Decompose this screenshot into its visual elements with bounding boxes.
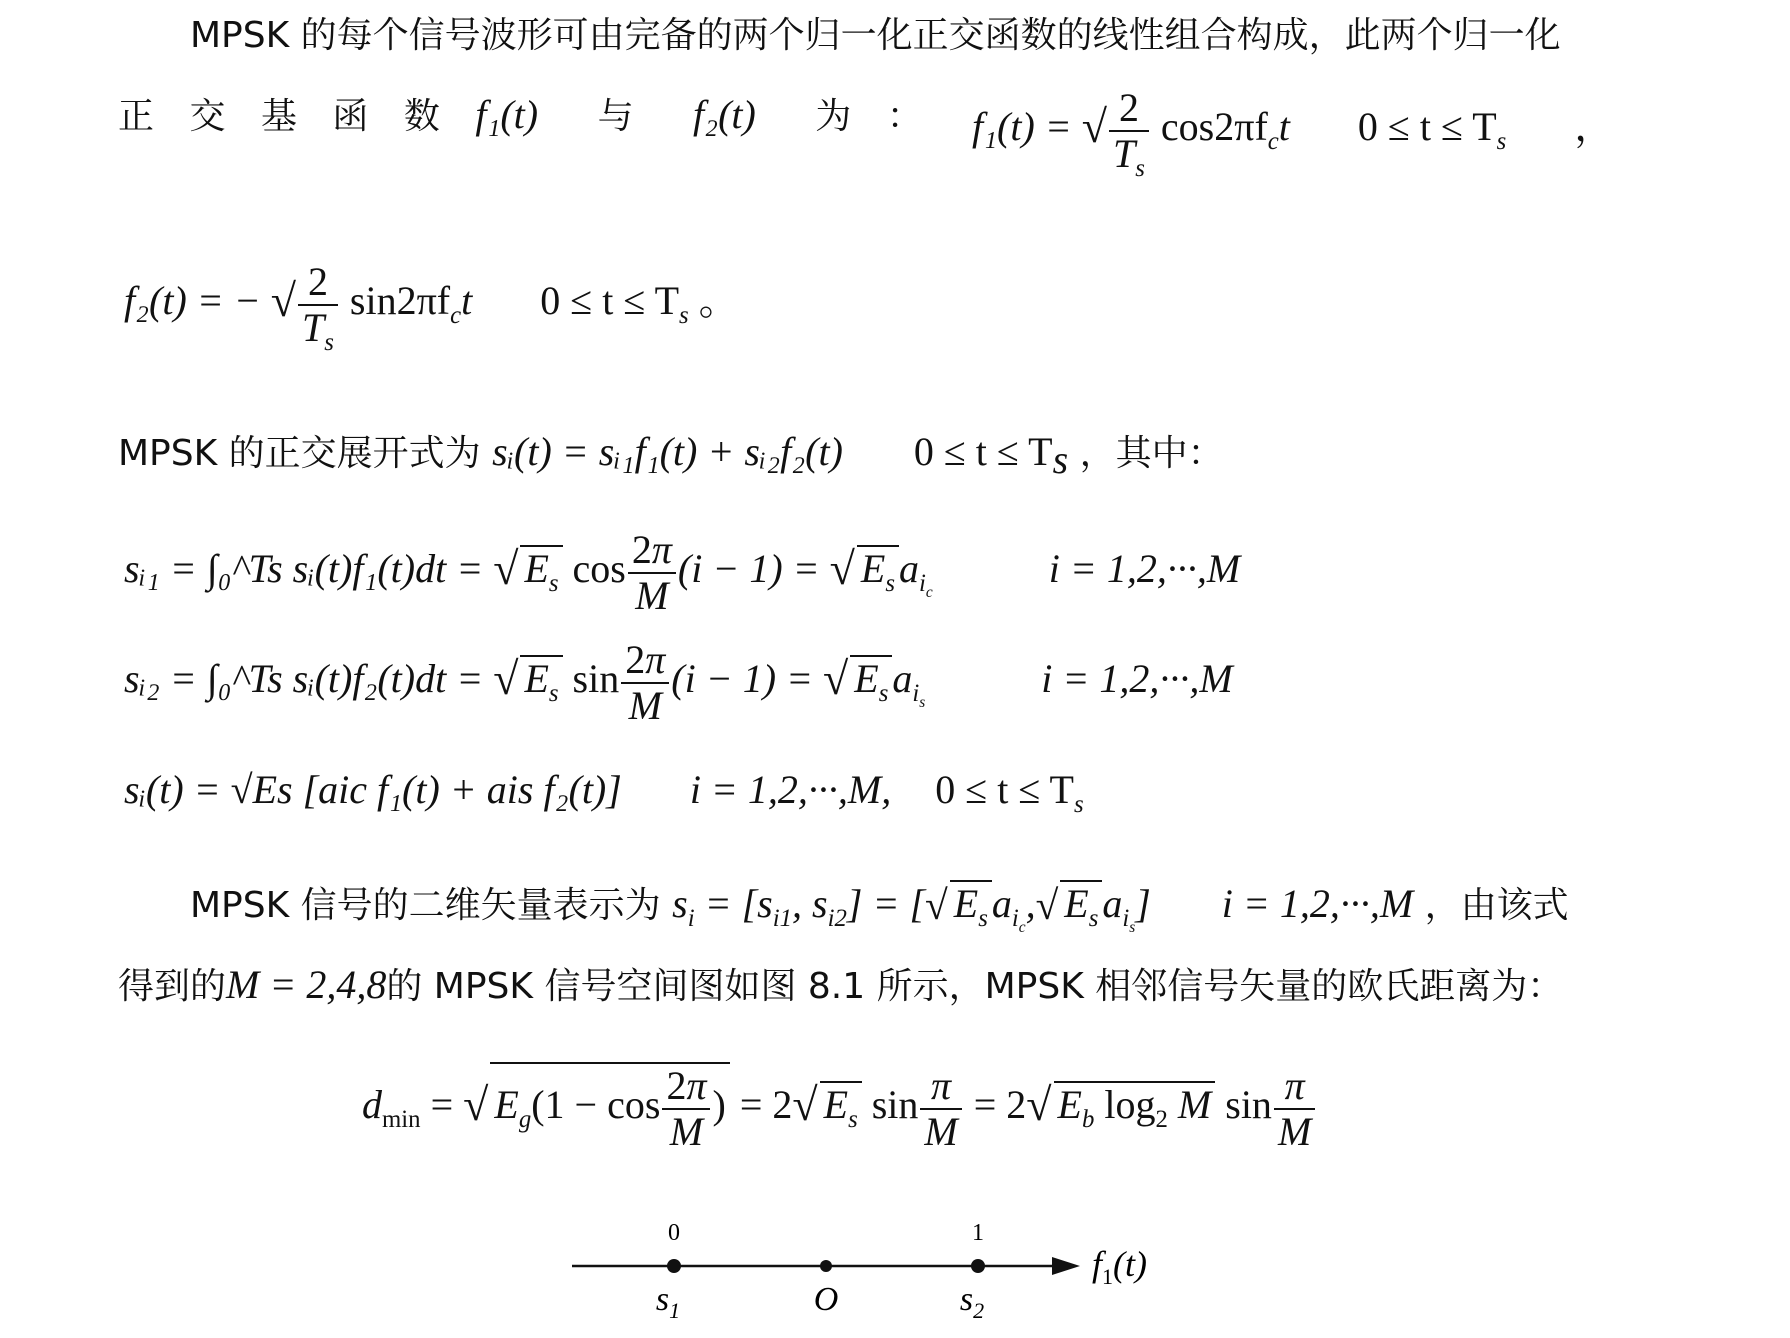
label-1: 1 xyxy=(972,1220,984,1246)
para3-line2-lead: 得到的 xyxy=(118,966,227,1007)
eq3-range: 0 ≤ t ≤ T xyxy=(935,767,1074,812)
eq3-index: i = 1,2,···,M, xyxy=(689,767,892,812)
equation-1: sᵢ₁ = ∫₀^Ts sᵢ(t)f₁(t)dt = √ $E_s$ cos $\frac{2\pi}{M}$ (i − 1) = √ $E_s$ $a_{i_c}$ i = 1,2,···,M xyxy=(124,527,1241,618)
log-m: M xyxy=(1177,1082,1212,1128)
colon: ： xyxy=(886,96,923,137)
point-s2 xyxy=(971,1259,985,1273)
cos-term: cos2πf xyxy=(1160,104,1268,150)
eg-symbol: E xyxy=(494,1082,519,1128)
para2-range: 0 ≤ t ≤ T xyxy=(913,429,1053,474)
log: log xyxy=(1104,1082,1156,1128)
range-2: 0 ≤ t ≤ T xyxy=(540,278,679,324)
f2-def-lhs: f₂(t) = − xyxy=(124,278,261,324)
sin-term: sin2πf xyxy=(349,278,451,324)
para2-lead: MPSK 的正交展开式为 xyxy=(118,433,481,474)
word-ji: 基 xyxy=(260,96,297,137)
label-0: 0 xyxy=(668,1220,680,1246)
comma: ， xyxy=(1574,104,1615,151)
para3-index: i = 1,2,···,M xyxy=(1221,881,1414,926)
f1-def-lhs: f₁(t) = xyxy=(972,104,1072,150)
eq2-mid: (i − 1) = xyxy=(671,656,814,702)
equation-2: sᵢ₂ = ∫₀^Ts sᵢ(t)f₂(t)dt = √ $E_s$ sin $\frac{2\pi}{M}$ (i − 1) = √ $E_s$ $a_{i_s}$ i = 1,2,···,M xyxy=(124,637,1233,728)
para2-tail: ，其中： xyxy=(1079,433,1224,474)
f2-definition: f₂(t) = − √ $\frac{2}{T_s}$ $\sin 2\pi f_ct$ $0 \le t \le T_s$ 。 xyxy=(124,259,739,356)
label-s2: $s_2$ xyxy=(959,1281,985,1323)
coef-2a: = 2 xyxy=(739,1082,793,1128)
expansion-formula: sᵢ(t) = sᵢ₁f₁(t) + sᵢ₂f₂(t) xyxy=(492,429,843,474)
eg-sub: g xyxy=(518,1106,532,1134)
word-shu: 数 xyxy=(403,96,440,137)
close-paren: ) xyxy=(712,1082,726,1128)
word-zheng: 正 xyxy=(118,96,155,137)
one-minus-cos: (1 − cos xyxy=(531,1082,661,1128)
para1-line1: MPSK 的每个信号波形可由完备的两个归一化正交函数的线性组合构成，此两个归一化 xyxy=(190,15,1561,56)
eq1-lhs: sᵢ₁ = ∫₀^Ts sᵢ(t)f₁(t)dt = xyxy=(124,546,484,592)
label-origin: O xyxy=(813,1281,839,1318)
eq2-lhs: sᵢ₂ = ∫₀^Ts sᵢ(t)f₂(t)dt = xyxy=(124,656,484,702)
f2-symbol: f₂(t) xyxy=(693,92,756,137)
para3-line2 xyxy=(118,962,1564,1007)
para3-tail: ，由该式 xyxy=(1424,885,1569,926)
eq2-index: i = 1,2,···,M xyxy=(1041,656,1233,702)
para3-line2-tail: 的 MPSK 信号空间图如图 8.1 所示，MPSK 相邻信号矢量的欧氏距离为： xyxy=(386,966,1564,1007)
dmin-symbol: d xyxy=(362,1082,382,1128)
equation-3: sᵢ(t) = √Es [aic f₁(t) + ais f₂(t)] i = 1,2,···,M, $0 \le t \le T_s$ xyxy=(124,767,1084,818)
dmin-equals: = xyxy=(430,1082,454,1128)
label-s1: $s_1$ xyxy=(655,1281,681,1323)
eq1-mid: (i − 1) = xyxy=(677,546,820,592)
signal-space-figure xyxy=(560,1210,1200,1330)
sin-a: sin xyxy=(871,1082,919,1128)
f1-symbol: f₁(t) xyxy=(475,92,539,137)
point-origin xyxy=(820,1260,832,1272)
para1-line2 xyxy=(118,92,923,137)
range-1: 0 ≤ t ≤ T xyxy=(1357,104,1497,150)
eq1-func: cos xyxy=(572,546,626,592)
eq3-body: sᵢ(t) = √Es [aic f₁(t) + ais f₂(t)] xyxy=(124,767,622,812)
f1-definition: f₁(t) = √ $\frac{2}{T_s}$ $\cos 2\pi f_ct$ $0 \le t \le T_s$ ， xyxy=(972,85,1615,182)
log-sub: 2 xyxy=(1155,1106,1168,1134)
para2-line: MPSK 的正交展开式为 sᵢ(t) = sᵢ₁f₁(t) + sᵢ₂f₂(t) $0 \le t \le T_s$ ，其中： xyxy=(118,429,1224,483)
eq1-index: i = 1,2,···,M xyxy=(1048,546,1241,592)
dmin-sub: min xyxy=(382,1106,421,1134)
eq2-func: sin xyxy=(572,656,620,702)
m-values: M = 2,4,8 xyxy=(226,962,387,1007)
word-yu: 与 xyxy=(597,96,634,137)
para3-line1: MPSK 信号的二维矢量表示为 $s_i = [s_{i1}$, $s_{i2}$] = [√ $E_s$ $a_{i_c},√$ $E_s$ $a_{i_s}$] i = 1,2,···,M ，由该式 xyxy=(190,881,1569,936)
para3-lead: MPSK 信号的二维矢量表示为 xyxy=(190,885,661,926)
distance-formula: $d_{min}$ = √ $E_g(1 - \cos$ $\frac{2\pi}{M}$ ) = 2√ $E_s$ sin $\frac{\pi}{M}$ = 2√ $E_b$ $\log_2 M$ sin $\frac{\pi}{M}$ xyxy=(362,1062,1317,1152)
period: 。 xyxy=(698,278,739,325)
word-wei: 为 xyxy=(815,96,852,137)
axis-arrowhead xyxy=(1052,1257,1080,1275)
word-han: 函 xyxy=(332,96,369,137)
axis-label-f1: $f_1(t)$ xyxy=(1092,1244,1147,1289)
word-jiao: 交 xyxy=(189,96,226,137)
point-s1 xyxy=(667,1259,681,1273)
